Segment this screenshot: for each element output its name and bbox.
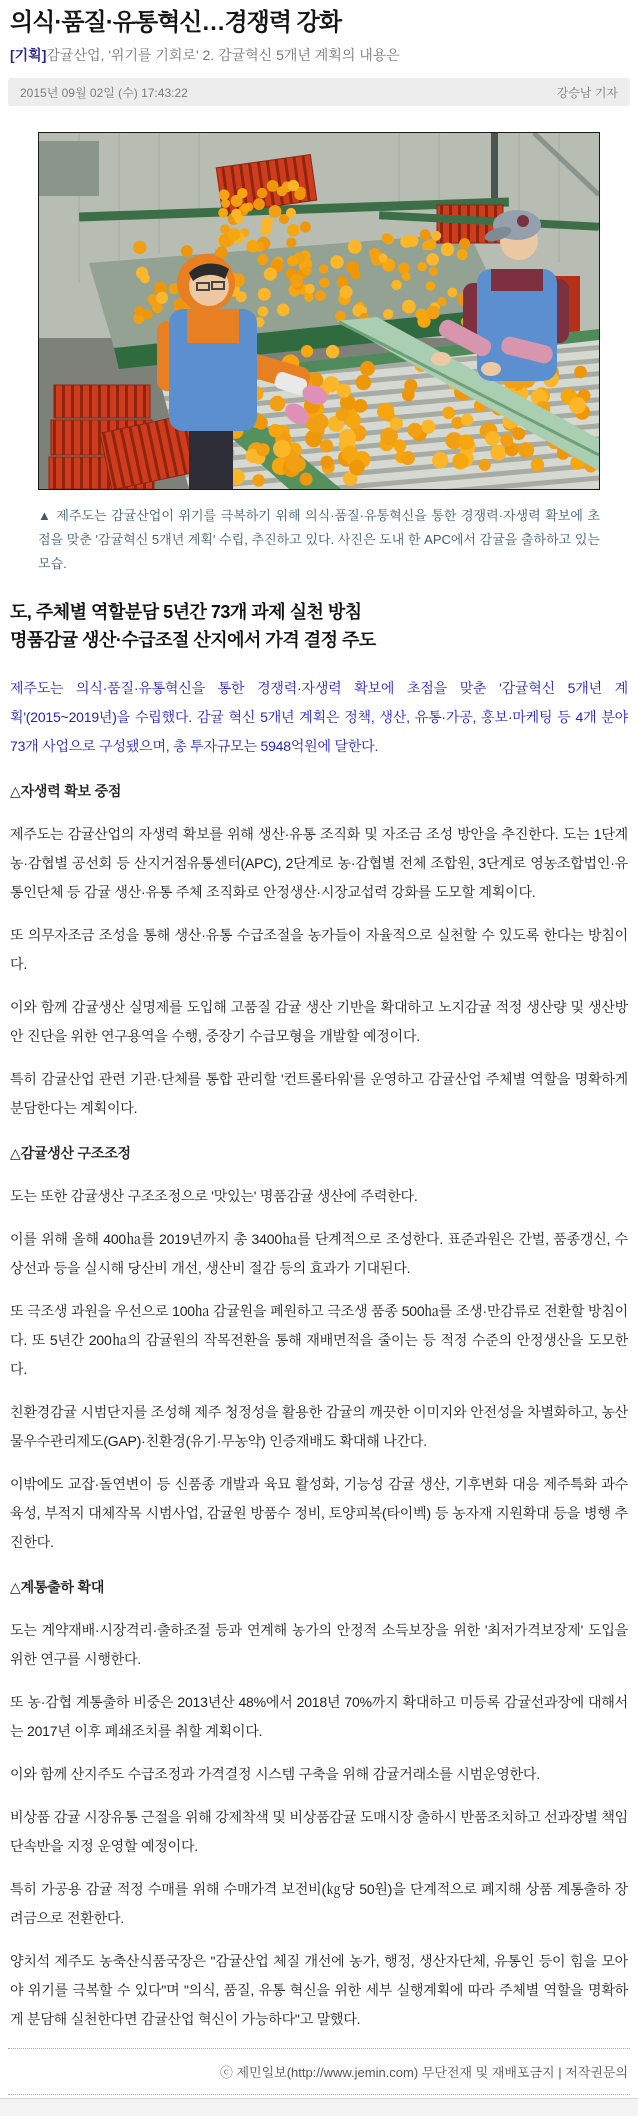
headline-line-2: 명품감귤 생산·수급조절 산지에서 가격 결정 주도 bbox=[10, 630, 376, 651]
section-heading: △감귤생산 구조조정 bbox=[10, 1145, 131, 1162]
article-subtitle bbox=[10, 46, 628, 64]
article-paragraph: 또 농·감협 계통출하 비중은 2013년산 48%에서 2018년 70%까지 확대하고 미등록 감귤선과장에 대해서는 2017년 이후 폐쇄조치를 취할 계획이다. bbox=[10, 1694, 628, 1740]
article-paragraph: 양치석 제주도 농축산식품국장은 "감귤산업 체질 개선에 농가, 행정, 생산자단체, 유통인 등이 힘을 모아야 위기를 극복할 수 있다"며 "의식, 품질, 유통 혁신을 위한 세부 실행계획에 따라 주체별 역할을 명확하게 분담해 실천한다면 감귤산업 혁신이 가능하다"고 말했다. bbox=[10, 1953, 628, 2028]
lead-paragraph: 제주도는 의식·품질·유통혁신을 통한 경쟁력·자생력 확보에 초점을 맞춘 '감귤혁신 5개년 계획'(2015~2019년)을 수립했다. 감귤 혁신 5개년 계획은 정책, 생산, 유통·가공, 홍보·마케팅 등 4개 분야 73개 사업으로 구성됐으며, 총 투자규모는 5948억원에 달한다. bbox=[10, 680, 628, 755]
page-title: 의식·품질·유통혁신…경쟁력 강화 bbox=[10, 9, 342, 36]
article-paragraph: 비상품 감귤 시장유통 근절을 위해 강제착색 및 비상품감귤 도매시장 출하시 반품조치하고 선과장별 책임단속반을 지정 운영할 예정이다. bbox=[10, 1809, 628, 1855]
headline-line-1: 도, 주체별 역할분담 5년간 73개 과제 실천 방침 bbox=[10, 602, 362, 623]
meta-bar bbox=[8, 78, 630, 106]
reporter-name: 강승남 기자 bbox=[556, 85, 618, 100]
photo-caption: ▲ 제주도는 감귤산업이 위기를 극복하기 위해 의식·품질·유통혁신을 통한 경쟁력·자생력 확보에 초점을 맞춘 '감귤혁신 5개년 계획' 수립, 추진하고 있다. 사진은 도내 한 APC에서 감귤을 출하하고 있는 모습. bbox=[38, 508, 600, 572]
bottom-bar bbox=[0, 2098, 638, 2116]
article-paragraph: 특히 가공용 감귤 적정 수매를 위해 수매가격 보전비(㎏당 50원)을 단계적으로 폐지해 상품 계통출하 장려금으로 전환한다. bbox=[10, 1881, 628, 1927]
copyright-notice: ⓒ 제민일보(http://www.jemin.com) 무단전재 및 재배포금지 | 저작권문의 bbox=[8, 2048, 630, 2095]
sub-headlines bbox=[10, 598, 628, 654]
article-photo-illustration bbox=[39, 133, 599, 489]
subtitle-text: 감귤산업, '위기를 기회로' 2. 감귤혁신 5개년 계획의 내용은 bbox=[46, 47, 400, 63]
article-paragraph: 특히 감귤산업 관련 기관·단체를 통합 관리할 '컨트롤타워'를 운영하고 감귤산업 주체별 역할을 명확하게 분담한다는 계획이다. bbox=[10, 1071, 628, 1117]
article-paragraph: 이를 위해 올해 400㏊를 2019년까지 총 3400㏊를 단계적으로 조성한다. 표준과원은 간벌, 품종갱신, 수상선과 등을 실시해 당산비 개선, 생산비 절감 등의 효과가 기대된다. bbox=[10, 1231, 628, 1277]
article-figure bbox=[38, 132, 600, 576]
article-paragraph: 도는 계약재배·시장격리·출하조절 등과 연계해 농가의 안정적 소득보장을 위한 '최저가격보장제' 도입을 위한 연구를 시행한다. bbox=[10, 1622, 628, 1668]
article-paragraph: 친환경감귤 시범단지를 조성해 제주 청정성을 활용한 감귤의 깨끗한 이미지와 안전성을 차별화하고, 농산물우수관리제도(GAP)·친환경(유기·무농약) 인증재배도 확대해 나간다. bbox=[10, 1404, 628, 1450]
article-photo bbox=[38, 132, 600, 490]
article-date: 2015년 09월 02일 (수) 17:43:22 bbox=[20, 85, 188, 100]
article-paragraph: 또 극조생 과원을 우선으로 100㏊ 감귤원을 폐원하고 극조생 품종 500㏊를 조생·만감류로 전환할 방침이다. 또 5년간 200㏊의 감귤원의 작목전환을 통해 재배면적을 줄이는 등 적정 수준의 안정생산을 도모한다. bbox=[10, 1303, 628, 1378]
article-paragraph: 이와 함께 산지주도 수급조정과 가격결정 시스템 구축을 위해 감귤거래소를 시범운영한다. bbox=[10, 1766, 540, 1783]
section-heading: △자생력 확보 중점 bbox=[10, 783, 122, 800]
section-heading: △계통출하 확대 bbox=[10, 1579, 105, 1596]
article-paragraph: 또 의무자조금 조성을 통해 생산·유통 수급조절을 농가들이 자율적으로 실천할 수 있도록 한다는 방침이다. bbox=[10, 927, 628, 973]
article-body bbox=[10, 674, 628, 2034]
article-paragraph: 제주도는 감귤산업의 자생력 확보를 위해 생산·유통 조직화 및 자조금 조성 방안을 추진한다. 도는 1단계 농·감협별 공선회 등 산지거점유통센터(APC), 2단계로 농·감협별 전체 조합원, 3단계로 영농조합법인·유통인단체 등 감귤 생산·유통 주체 조직화로 안정생산·시장교섭력 강화를 도모할 계획이다. bbox=[10, 826, 628, 901]
subtitle-tag: [기획] bbox=[10, 47, 47, 63]
article-paragraph: 이밖에도 교잡·돌연변이 등 신품종 개발과 육묘 활성화, 기능성 감귤 생산, 기후변화 대응 제주특화 과수 육성, 부적지 대체작목 시범사업, 감귤원 방품수 정비, 토양피복(타이벡) 등 농자재 지원확대 등을 병행 추진한다. bbox=[10, 1476, 628, 1551]
article-paragraph: 도는 또한 감귤생산 구조조정으로 '맛있는' 명품감귤 생산에 주력한다. bbox=[10, 1188, 418, 1205]
article-paragraph: 이와 함께 감귤생산 실명제를 도입해 고품질 감귤 생산 기반을 확대하고 노지감귤 적정 생산량 및 생산방안 진단을 위한 연구용역을 수행, 중장기 수급모형을 개발할 예정이다. bbox=[10, 999, 628, 1045]
wall-dark-corner bbox=[39, 141, 99, 196]
